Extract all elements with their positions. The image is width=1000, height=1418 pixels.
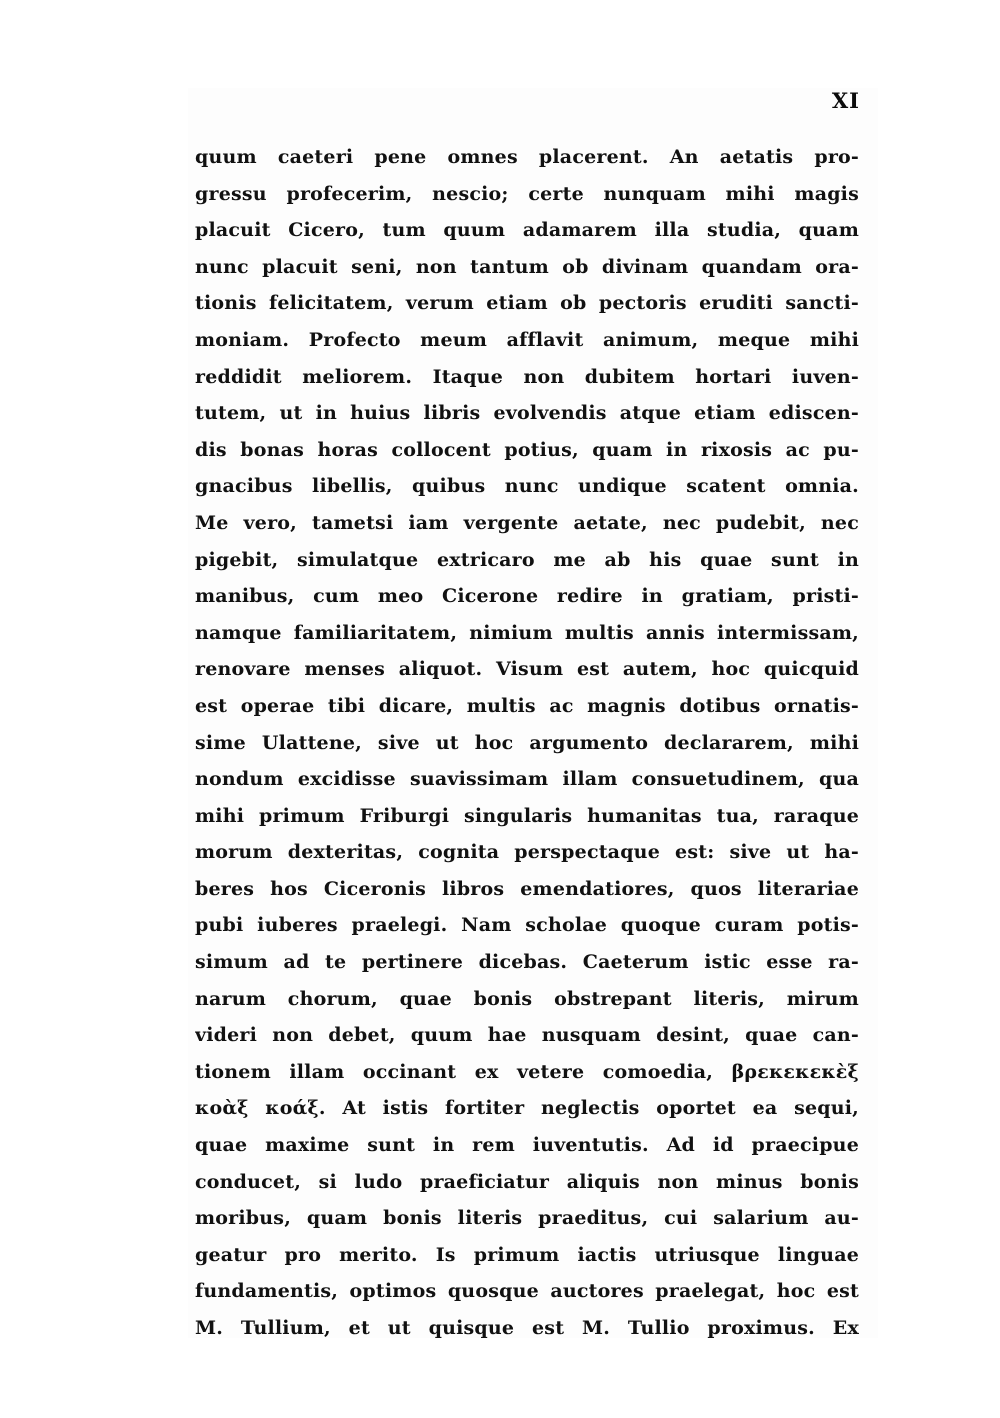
text-line: quae maxime sunt in rem iuventutis. Ad id praecipue	[195, 1134, 859, 1157]
text-line: nunc placuit seni, non tantum ob divinam quandam ora-	[195, 255, 859, 278]
text-line: narum chorum, quae bonis obstrepant literis, mirum	[195, 987, 859, 1010]
text-line: mihi primum Friburgi singularis humanitas tua, raraque	[195, 804, 859, 827]
text-line: gressu profecerim, nescio; certe nunquam mihi magis	[195, 182, 859, 205]
text-line: fundamentis, optimos quosque auctores praelegat, hoc est	[195, 1280, 859, 1303]
text-line: quum caeteri pene omnes placerent. An aetatis pro-	[195, 146, 859, 168]
text-line: videri non debet, quum hae nusquam desint, quae can-	[195, 1024, 859, 1047]
text-line: M. Tullium, et ut quisque est M. Tullio proximus. Ex	[195, 1317, 859, 1339]
text-line: namque familiaritatem, nimium multis annis intermissam,	[195, 621, 859, 644]
text-line: moniam. Profecto meum afflavit animum, meque mihi	[195, 328, 859, 351]
text-line: morum dexteritas, cognita perspectaque est: sive ut ha-	[195, 841, 859, 864]
text-line: nondum excidisse suavissimam illam consuetudinem, qua	[195, 768, 859, 791]
text-line: reddidit meliorem. Itaque non dubitem hortari iuven-	[195, 365, 859, 388]
text-line: manibus, cum meo Cicerone redire in gratiam, pristi-	[195, 585, 859, 608]
text-line: tionem illam occinant ex vetere comoedia, βρεκεκεκὲξ	[195, 1060, 859, 1083]
page-number: XI	[831, 88, 860, 113]
text-line: pubi iuberes praelegi. Nam scholae quoque curam potis-	[195, 914, 859, 937]
text-line: sime Ulattene, sive ut hoc argumento declararem, mihi	[195, 731, 859, 754]
text-line: moribus, quam bonis literis praeditus, cui salarium au-	[195, 1207, 859, 1230]
text-line: renovare menses aliquot. Visum est autem, hoc quicquid	[195, 658, 859, 681]
text-line: pigebit, simulatque extricaro me ab his quae sunt in	[195, 548, 859, 571]
text-line: placuit Cicero, tum quum adamarem illa studia, quam	[195, 219, 859, 242]
text-line: est operae tibi dicare, multis ac magnis dotibus ornatis-	[195, 694, 859, 717]
text-line: simum ad te pertinere dicebas. Caeterum istic esse ra-	[195, 951, 859, 974]
text-line: κοὰξ κοάξ. At istis fortiter neglectis oportet ea sequi,	[195, 1097, 859, 1120]
body-text	[195, 139, 859, 1347]
text-line: gnacibus libellis, quibus nunc undique scatent omnia.	[195, 475, 859, 498]
text-line: beres hos Ciceronis libros emendatiores, quos literariae	[195, 877, 859, 900]
text-line: geatur pro merito. Is primum iactis utriusque linguae	[195, 1243, 859, 1266]
text-line: tutem, ut in huius libris evolvendis atque etiam ediscen-	[195, 402, 859, 425]
text-line: Me vero, tametsi iam vergente aetate, nec pudebit, nec	[195, 511, 859, 534]
text-line: tionis felicitatem, verum etiam ob pectoris eruditi sancti-	[195, 292, 859, 315]
text-line: conducet, si ludo praeficiatur aliquis non minus bonis	[195, 1170, 859, 1193]
text-line: dis bonas horas collocent potius, quam in rixosis ac pu-	[195, 438, 859, 461]
